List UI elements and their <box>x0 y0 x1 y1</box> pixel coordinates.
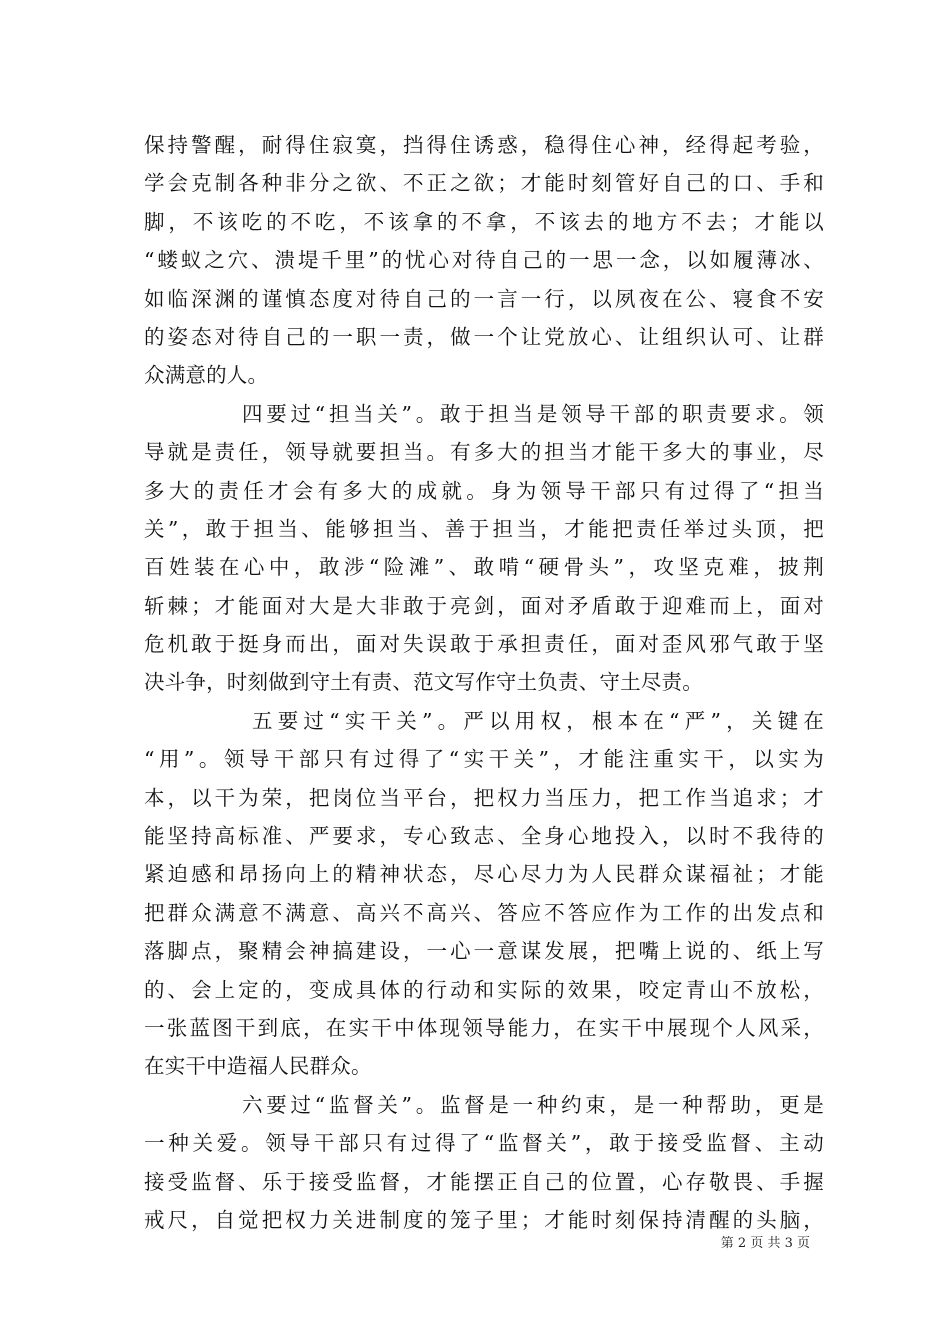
text-line: 五要过“实干关”。严以用权，根本在“严”，关键在 <box>252 708 824 733</box>
paragraph-section-six <box>144 1086 824 1240</box>
text-line: 百姓装在心中，敢涉“险滩”、敢啃“硬骨头”，攻坚克难，披荆 <box>144 555 824 580</box>
text-line: 戒尺，自觉把权力关进制度的笼子里；才能时刻保持清醒的头脑， <box>144 1207 824 1232</box>
text-line: 接受监督、乐于接受监督，才能摆正自己的位置，心存敬畏、手握 <box>144 1169 824 1194</box>
text-line: 紧迫感和昂扬向上的精神状态，尽心尽力为人民群众谋福祉；才能 <box>144 862 824 887</box>
text-line: 六要过“监督关”。监督是一种约束，是一种帮助，更是 <box>242 1092 824 1117</box>
text-line: 斩棘；才能面对大是大非敢于亮剑，面对矛盾敢于迎难而上，面对 <box>144 593 824 618</box>
paragraph-section-four <box>144 395 824 702</box>
text-line: 四要过“担当关”。敢于担当是领导干部的职责要求。领 <box>242 401 824 426</box>
text-line: 众满意的人。 <box>144 363 269 388</box>
text-line: 决斗争，时刻做到守土有责、范文写作守土负责、守土尽责。 <box>144 670 703 695</box>
text-line: 导就是责任，领导就要担当。有多大的担当才能干多大的事业，尽 <box>144 440 824 465</box>
text-line: 学会克制各种非分之欲、不正之欲；才能时刻管好自己的口、手和 <box>144 171 824 196</box>
document-body <box>144 126 824 1239</box>
text-line: “蝼蚁之穴、溃堤千里”的忧心对待自己的一思一念，以如履薄冰、 <box>144 248 824 273</box>
text-line: 关”，敢于担当、能够担当、善于担当，才能把责任举过头顶，把 <box>144 516 824 541</box>
text-line: 脚，不该吃的不吃，不该拿的不拿，不该去的地方不去；才能以 <box>144 209 824 234</box>
text-line: 在实干中造福人民群众。 <box>144 1054 372 1079</box>
text-line: 把群众满意不满意、高兴不高兴、答应不答应作为工作的出发点和 <box>144 900 824 925</box>
text-line: 一种关爱。领导干部只有过得了“监督关”，敢于接受监督、主动 <box>144 1131 824 1156</box>
text-line: 能坚持高标准、严要求，专心致志、全身心地投入，以时不我待的 <box>144 824 824 849</box>
paragraph-continuation <box>144 126 824 395</box>
text-line: 如临深渊的谨慎态度对待自己的一言一行，以夙夜在公、寝食不安 <box>144 286 824 311</box>
text-line: 一张蓝图干到底，在实干中体现领导能力，在实干中展现个人风采， <box>144 1015 824 1040</box>
paragraph-section-five <box>144 702 824 1086</box>
text-line: 危机敢于挺身而出，面对失误敢于承担责任，面对歪风邪气敢于坚 <box>144 632 824 657</box>
text-line: 的、会上定的，变成具体的行动和实际的效果，咬定青山不放松， <box>144 977 824 1002</box>
text-line: 保持警醒，耐得住寂寞，挡得住诱惑，稳得住心神，经得起考验， <box>144 133 824 157</box>
text-line: “用”。领导干部只有过得了“实干关”，才能注重实干，以实为 <box>144 747 824 772</box>
text-line: 落脚点，聚精会神搞建设，一心一意谋发展，把嘴上说的、纸上写 <box>144 939 824 964</box>
text-line: 的姿态对待自己的一职一责，做一个让党放心、让组织认可、让群 <box>144 324 824 349</box>
page-number: 第 2 页 共 3 页 <box>720 1236 810 1251</box>
text-line: 多大的责任才会有多大的成就。身为领导干部只有过得了“担当 <box>144 478 824 503</box>
text-line: 本，以干为荣，把岗位当平台，把权力当压力，把工作当追求；才 <box>144 785 824 810</box>
